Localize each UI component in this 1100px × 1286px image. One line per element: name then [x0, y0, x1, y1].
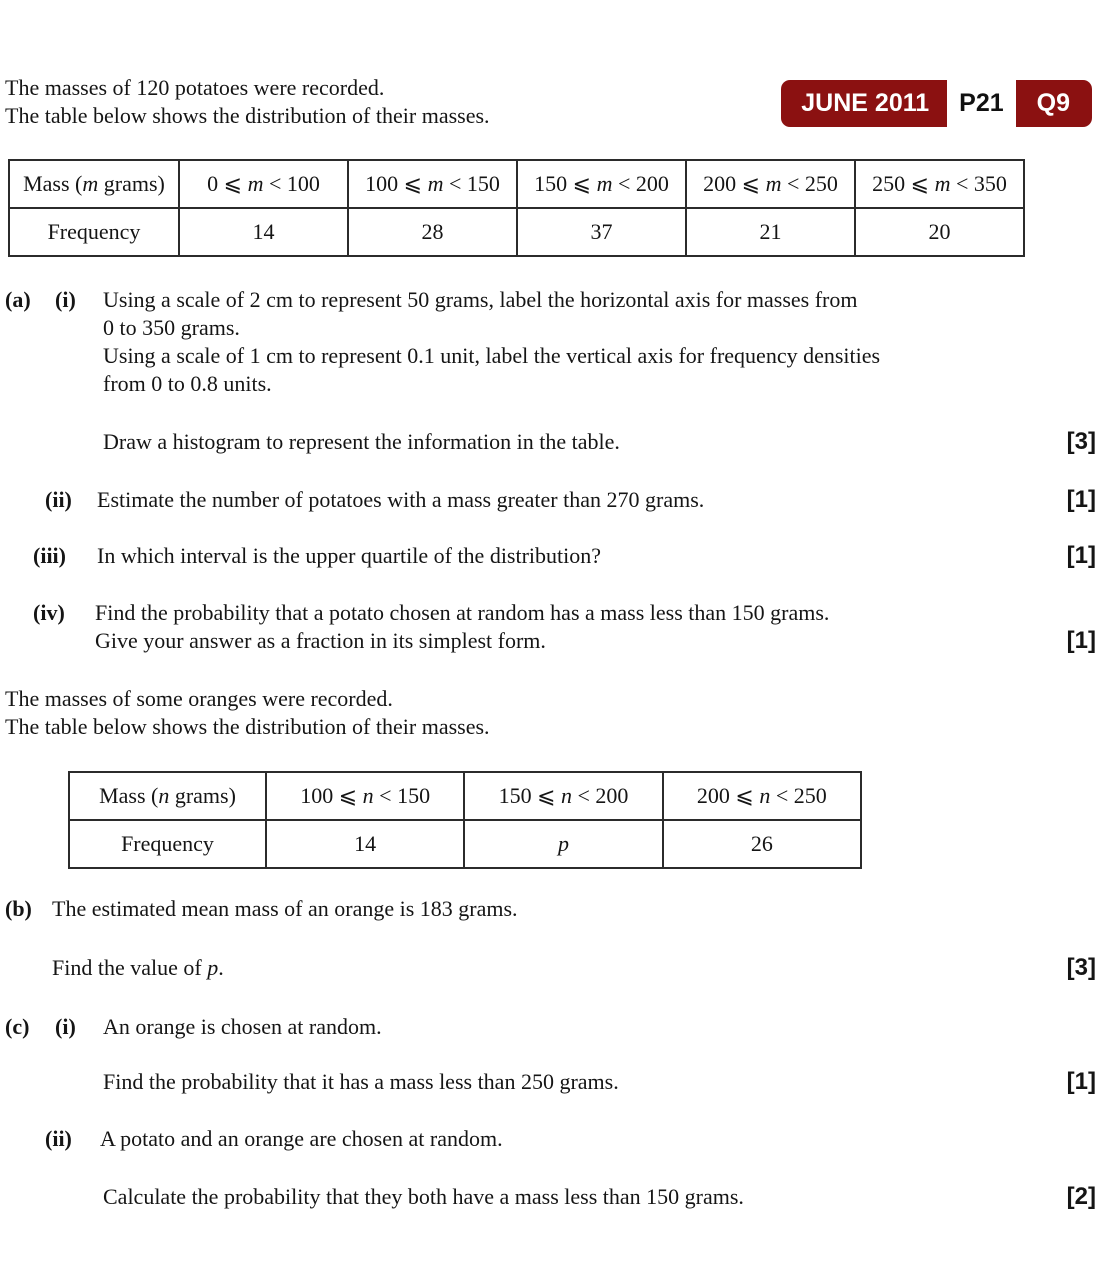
variable-symbol: m — [427, 171, 444, 196]
label-c: (c) — [5, 1014, 30, 1039]
interval-pre-text: 100 ⩽ — [365, 171, 428, 196]
intro-potatoes-line2: The table below shows the distribution of their masses. — [5, 103, 490, 128]
label-c-i: (i) — [55, 1014, 76, 1039]
frequency-value-cell-2: 28 — [348, 208, 517, 256]
orange-interval-cell-2 — [464, 772, 662, 820]
mark-a-ii: [1] — [1066, 486, 1096, 513]
interval-pre-text: 200 ⩽ — [696, 783, 760, 808]
label-c-ii: (ii) — [45, 1126, 72, 1151]
label-a: (a) — [5, 287, 31, 312]
question-c-i-sub — [103, 1068, 1100, 1096]
question-c-ii-sub-text: Calculate the probability that they both have a mass less than 150 grams. — [103, 1184, 744, 1209]
variable-symbol: m — [596, 171, 613, 196]
variable-symbol: n — [759, 783, 771, 808]
frequency-value-cell-3: 26 — [663, 820, 861, 868]
orange-mass-table — [68, 771, 862, 869]
mark-c-ii: [2] — [1066, 1183, 1096, 1210]
variable-symbol: m — [82, 171, 99, 196]
variable-symbol: n — [561, 783, 572, 808]
interval-pre-text: 0 ⩽ — [207, 171, 248, 196]
intro-oranges-line2: The table below shows the distribution of their masses. — [5, 714, 490, 739]
question-b-text: The estimated mean mass of an orange is 183 grams. — [52, 896, 518, 921]
variable-symbol: m — [934, 171, 951, 196]
text-line: Find the probability that a potato chosen at random has a mass less than 150 grams. — [95, 600, 830, 625]
question-a-ii — [45, 486, 1100, 514]
mark-c-i: [1] — [1066, 1068, 1096, 1095]
text-segment: Find the value of — [52, 955, 208, 980]
orange-mass-header-cell — [69, 772, 266, 820]
header-post-text: grams) — [169, 783, 236, 808]
label-a-i: (i) — [55, 287, 76, 312]
header-pre-text: Mass ( — [99, 783, 159, 808]
question-c-i-sub-text: Find the probability that it has a mass less than 250 grams. — [103, 1069, 619, 1094]
variable-symbol: n — [362, 783, 374, 808]
question-a-i-text — [103, 286, 1096, 398]
draw-histogram-text: Draw a histogram to represent the information in the table. — [103, 429, 620, 454]
orange-interval-cell-3 — [663, 772, 861, 820]
interval-post-text: < 200 — [572, 783, 629, 808]
potato-interval-cell-1 — [179, 160, 348, 208]
intro-oranges — [5, 685, 1100, 741]
variable-symbol: p — [207, 955, 219, 980]
text-line: from 0 to 0.8 units. — [103, 371, 272, 396]
mark-a-iii: [1] — [1066, 542, 1096, 569]
find-p-text — [52, 954, 1067, 982]
potato-interval-cell-5 — [855, 160, 1024, 208]
question-c-i — [5, 1013, 1100, 1041]
interval-post-text: < 250 — [781, 171, 838, 196]
interval-post-text: < 200 — [612, 171, 669, 196]
mark-a-i: [3] — [1066, 428, 1096, 455]
mark-b: [3] — [1066, 954, 1096, 981]
question-c-i-text: An orange is chosen at random. — [103, 1014, 382, 1039]
potato-interval-cell-3 — [517, 160, 686, 208]
potato-mass-header-cell — [9, 160, 179, 208]
frequency-value-cell-1: 14 — [266, 820, 464, 868]
intro-oranges-line1: The masses of some oranges were recorded. — [5, 686, 393, 711]
text-segment: . — [218, 955, 224, 980]
badge-session-label: JUNE 2011 — [801, 89, 930, 117]
question-a-iv-text — [95, 599, 1067, 655]
potato-interval-cell-4 — [686, 160, 855, 208]
variable-symbol: m — [765, 171, 782, 196]
interval-pre-text: 150 ⩽ — [498, 783, 561, 808]
question-c-ii — [45, 1125, 1100, 1153]
frequency-label-cell: Frequency — [69, 820, 266, 868]
question-b — [5, 895, 1100, 923]
interval-pre-text: 250 ⩽ — [872, 171, 935, 196]
header-post-text: grams) — [98, 171, 165, 196]
badge-paper-label: P21 — [947, 80, 1015, 127]
potato-mass-table — [8, 159, 1025, 257]
orange-table-header-row — [69, 772, 861, 820]
orange-table-frequency-row — [69, 820, 861, 868]
badge-question-label: Q9 — [1036, 89, 1070, 117]
variable-symbol: m — [247, 171, 264, 196]
question-a-iii-text: In which interval is the upper quartile of the distribution? — [97, 543, 602, 568]
frequency-value-cell-1: 14 — [179, 208, 348, 256]
exam-badge — [781, 80, 1092, 127]
header-pre-text: Mass ( — [23, 171, 83, 196]
frequency-value-cell-5: 20 — [855, 208, 1024, 256]
interval-pre-text: 100 ⩽ — [300, 783, 363, 808]
interval-post-text: < 150 — [373, 783, 431, 808]
interval-pre-text: 150 ⩽ — [534, 171, 597, 196]
interval-post-text: < 350 — [950, 171, 1007, 196]
orange-interval-cell-1 — [266, 772, 464, 820]
text-line: 0 to 350 grams. — [103, 315, 240, 340]
label-b: (b) — [5, 896, 32, 921]
mark-a-iv: [1] — [1066, 627, 1096, 654]
question-a-ii-text: Estimate the number of potatoes with a mass greater than 270 grams. — [97, 487, 705, 512]
question-c-ii-sub — [103, 1183, 1100, 1211]
exam-page — [0, 74, 1100, 1286]
text-line: Give your answer as a fraction in its simplest form. — [95, 628, 546, 653]
frequency-value-cell-p: p — [464, 820, 662, 868]
label-a-iv: (iv) — [33, 600, 65, 625]
question-a-i — [5, 286, 1100, 398]
question-b-find — [52, 954, 1100, 982]
question-a-i-draw — [103, 428, 1100, 456]
frequency-value-cell-4: 21 — [686, 208, 855, 256]
interval-post-text: < 150 — [443, 171, 500, 196]
frequency-label-cell: Frequency — [9, 208, 179, 256]
potato-table-frequency-row — [9, 208, 1024, 256]
label-a-iii: (iii) — [33, 543, 66, 568]
question-c-ii-text: A potato and an orange are chosen at random. — [100, 1126, 503, 1151]
text-line: Using a scale of 2 cm to represent 50 grams, label the horizontal axis for masses from — [103, 287, 858, 312]
question-a-iii — [33, 542, 1100, 570]
text-line: Using a scale of 1 cm to represent 0.1 unit, label the vertical axis for frequency densities — [103, 343, 881, 368]
label-a-ii: (ii) — [45, 487, 72, 512]
frequency-value-cell-3: 37 — [517, 208, 686, 256]
interval-post-text: < 250 — [770, 783, 827, 808]
question-a-iv — [33, 599, 1100, 655]
variable-symbol: n — [158, 783, 170, 808]
potato-table-header-row — [9, 160, 1024, 208]
potato-interval-cell-2 — [348, 160, 517, 208]
intro-potatoes-line1: The masses of 120 potatoes were recorded. — [5, 75, 385, 100]
interval-post-text: < 100 — [263, 171, 320, 196]
interval-pre-text: 200 ⩽ — [703, 171, 766, 196]
